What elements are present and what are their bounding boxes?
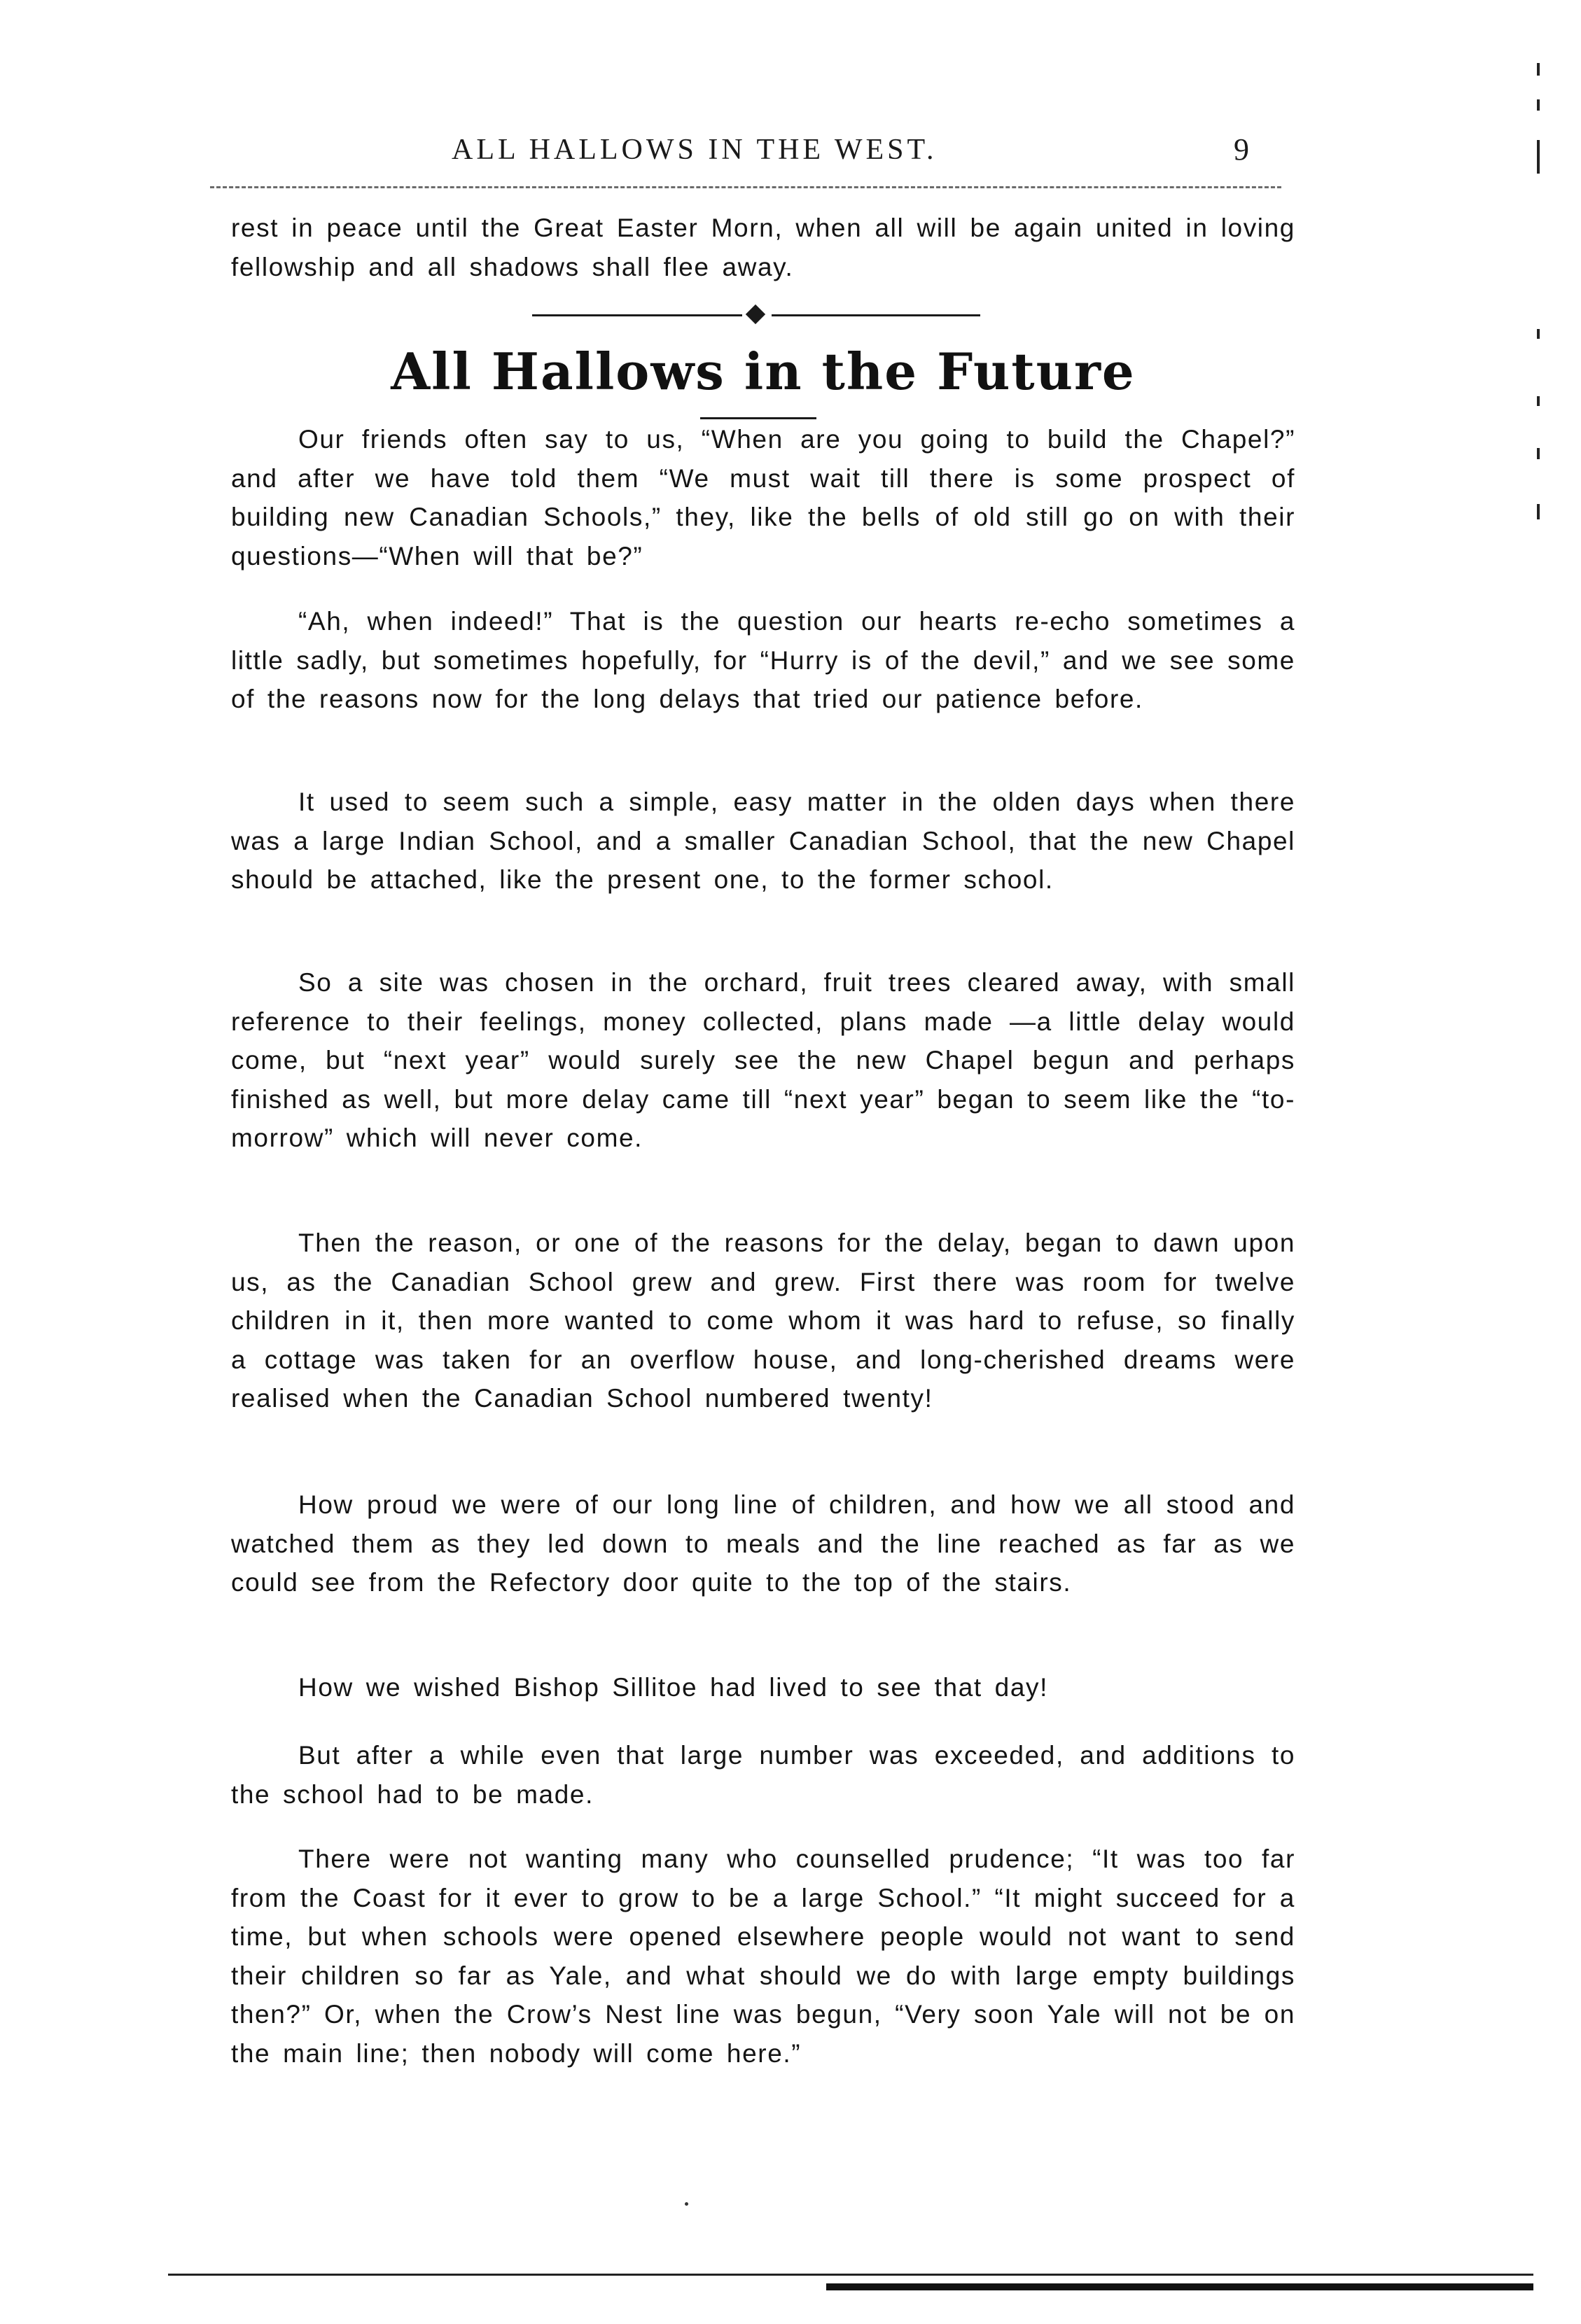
diamond-icon (746, 304, 765, 324)
scan-margin-marks (1537, 56, 1551, 616)
body-paragraph-3: It used to seem such a simple, easy matter in the olden days when there was a large Indian School, and a smaller Canadian School, that the new Chapel should be attached, like the present one, to the former school. (231, 788, 1295, 894)
header-rule (210, 186, 1281, 188)
intro-paragraph: rest in peace until the Great Easter Morn, when all will be again united in loving fellowship and all shadows shall flee away. (231, 214, 1295, 281)
page-number: 9 (1234, 132, 1249, 167)
ornament-rule-left (532, 314, 742, 316)
bottom-rule-thick (826, 2283, 1533, 2290)
footer-dot (685, 2202, 688, 2206)
body-paragraph-7: How we wished Bishop Sillitoe had lived to see that day! (298, 1673, 1049, 1702)
body-paragraph-4: So a site was chosen in the orchard, fruit trees cleared away, with small reference to their feelings, money collected, plans made —a little delay would come, but “next year” would surely see the new Chapel begun and perhaps finished as well, but more delay came till “next year” began to seem like the “to-morrow” which will never come. (231, 968, 1295, 1152)
body-paragraph-5: Then the reason, or one of the reasons for the delay, began to dawn upon us, as the Canadian School grew and grew. First there was room for twelve children in it, then more wanted to come whom it was hard to refuse, so finally a cottage was taken for an overflow house, and long-cherished dreams were realised when the Canadian School numbered twenty! (231, 1228, 1295, 1413)
running-title: ALL HALLOWS IN THE WEST. (452, 134, 938, 166)
running-head (210, 133, 1302, 175)
body-paragraph-9: There were not wanting many who counselled prudence; “It was too far from the Coast for it ever to grow to be a large School.” “It might succeed for a time, but when schools were opened elsewhere people would not want to send their children so far as Yale, and what should we do with large empty buildings then?” Or, when the Crow’s Nest line was begun, “Very soon Yale will not be on the main line; then nobody will come here.” (231, 1844, 1295, 2068)
body-paragraph-8: But after a while even that large number was exceeded, and additions to the school had to be made. (231, 1741, 1295, 1809)
bottom-rule (168, 2274, 1533, 2276)
heading-underline (700, 417, 816, 419)
body-paragraph-6: How proud we were of our long line of children, and how we all stood and watched them as they led down to meals and the line reached as far as we could see from the Refectory door quite to the top of the stairs. (231, 1490, 1295, 1597)
body-paragraph-1: Our friends often say to us, “When are you going to build the Chapel?” and after we have told them “We must wait till there is some prospect of building new Canadian Schools,” they, like the bells of old still go on with their questions—“When will that be?” (231, 425, 1295, 570)
body-paragraph-2: “Ah, when indeed!” That is the question our hearts re-echo sometimes a little sadly, but sometimes hopefully, for “Hurry is of the devil,” and we see some of the reasons now for the long delays that tried our patience before. (231, 607, 1295, 713)
ornament-rule-right (772, 314, 980, 316)
chapter-heading: All Hallows in the Future (391, 342, 1136, 401)
rule-diamond-ornament-icon (532, 307, 980, 323)
